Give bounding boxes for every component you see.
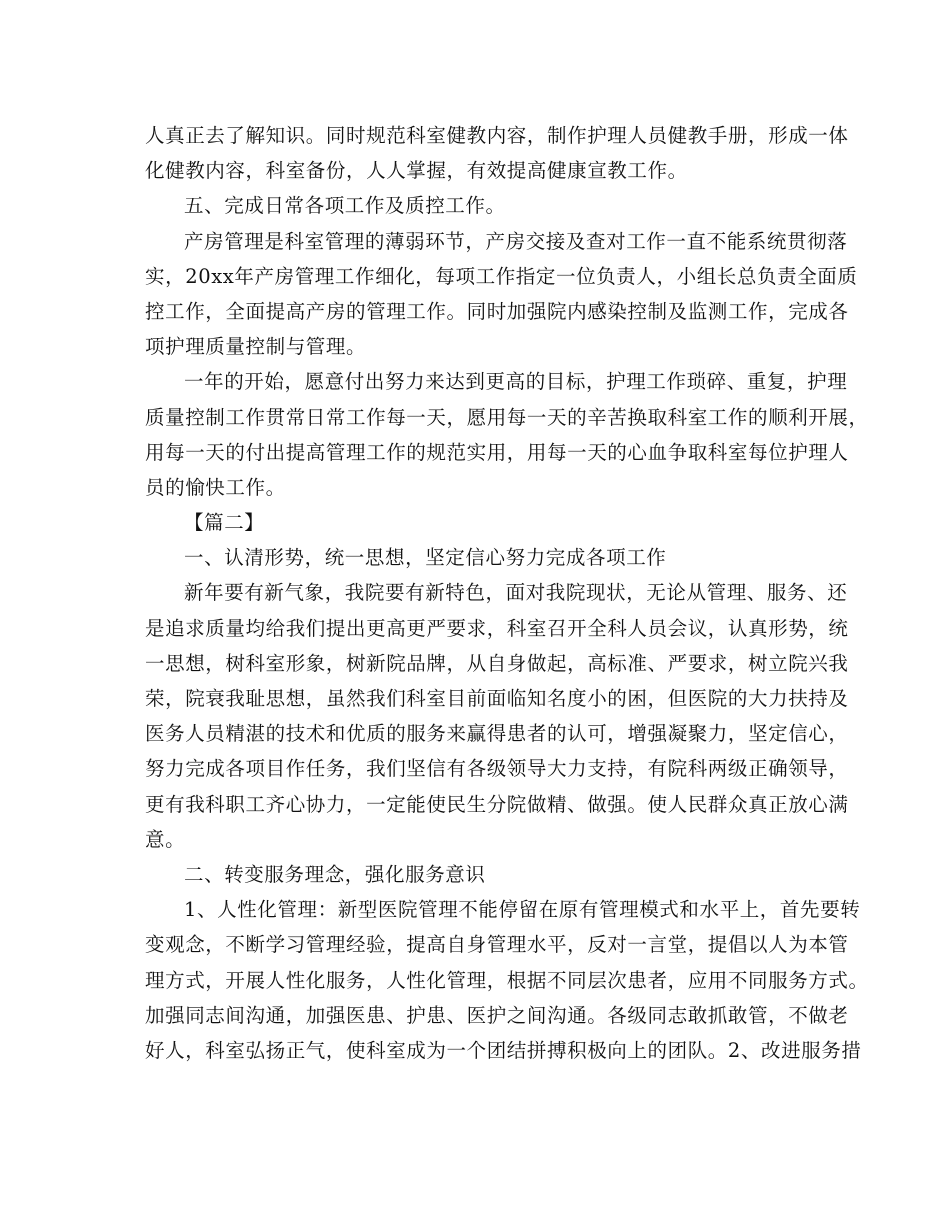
text-line: 变观念，不断学习管理经验，提高自身管理水平，反对一言堂，提倡以人为本管 <box>145 933 849 957</box>
text-line: 更有我科职工齐心协力，一定能使民生分院做精、做强。使人民群众真正放心满 <box>145 792 849 816</box>
text-line: 化健教内容，科室备份，人人掌握，有效提高健康宣教工作。 <box>145 159 688 183</box>
text-line: 一思想，树科室形象，树新院品牌，从自身做起，高标准、严要求，树立院兴我 <box>145 651 849 675</box>
text-line: 1、人性化管理：新型医院管理不能停留在原有管理模式和水平上，首先要转 <box>184 898 861 922</box>
text-line: 一年的开始，愿意付出努力来达到更高的目标，护理工作琐碎、重复，护理 <box>184 370 848 394</box>
text-line: 加强同志间沟通，加强医患、护患、医护之间沟通。各级同志敢抓敢管，不做老 <box>145 1003 849 1027</box>
text-line: 是追求质量均给我们提出更高更严要求，科室召开全科人员会议，认真形势，统 <box>145 616 849 640</box>
text-line: 医务人员精湛的技术和优质的服务来赢得患者的认可，增强凝聚力，坚定信心， <box>145 722 849 746</box>
text-line: 实，20xx年产房管理工作细化，每项工作指定一位负责人，小组长总负责全面质 <box>145 264 858 288</box>
text-line: 五、完成日常各项工作及质控工作。 <box>184 194 506 218</box>
text-line: 一、认清形势，统一思想，坚定信心努力完成各项工作 <box>184 546 667 570</box>
text-line: 荣，院衰我耻思想，虽然我们科室目前面临知名度小的困，但医院的大力扶持及 <box>145 687 849 710</box>
text-line: 项护理质量控制与管理。 <box>145 335 367 359</box>
text-line: 【篇二】 <box>184 511 265 535</box>
text-line: 新年要有新气象，我院要有新特色，面对我院现状，无论从管理、服务、还 <box>184 581 848 605</box>
text-line: 二、转变服务理念，强化服务意识 <box>184 862 486 886</box>
text-line: 意。 <box>145 827 186 851</box>
text-line: 好人，科室弘扬正气，使科室成为一个团结拼搏积极向上的团队。2、改进服务措 <box>145 1038 862 1062</box>
text-line: 用每一天的付出提高管理工作的规范实用，用每一天的心血争取科室每位护理人 <box>145 440 849 464</box>
text-line: 控工作，全面提高产房的管理工作。同时加强院内感染控制及监测工作，完成各 <box>145 299 849 323</box>
text-line: 产房管理是科室管理的薄弱环节，产房交接及查对工作一直不能系统贯彻落 <box>184 229 848 253</box>
text-line: 理方式，开展人性化服务，人性化管理，根据不同层次患者，应用不同服务方式。 <box>145 968 869 992</box>
document-body <box>145 118 869 1068</box>
text-line: 质量控制工作贯常日常工作每一天，愿用每一天的辛苦换取科室工作的顺利开展， <box>145 405 869 429</box>
text-line: 员的愉快工作。 <box>145 475 286 499</box>
text-line: 努力完成各项目作任务，我们坚信有各级领导大力支持，有院科两级正确领导， <box>145 757 849 781</box>
text-line: 人真正去了解知识。同时规范科室健教内容，制作护理人员健教手册，形成一体 <box>145 124 849 147</box>
